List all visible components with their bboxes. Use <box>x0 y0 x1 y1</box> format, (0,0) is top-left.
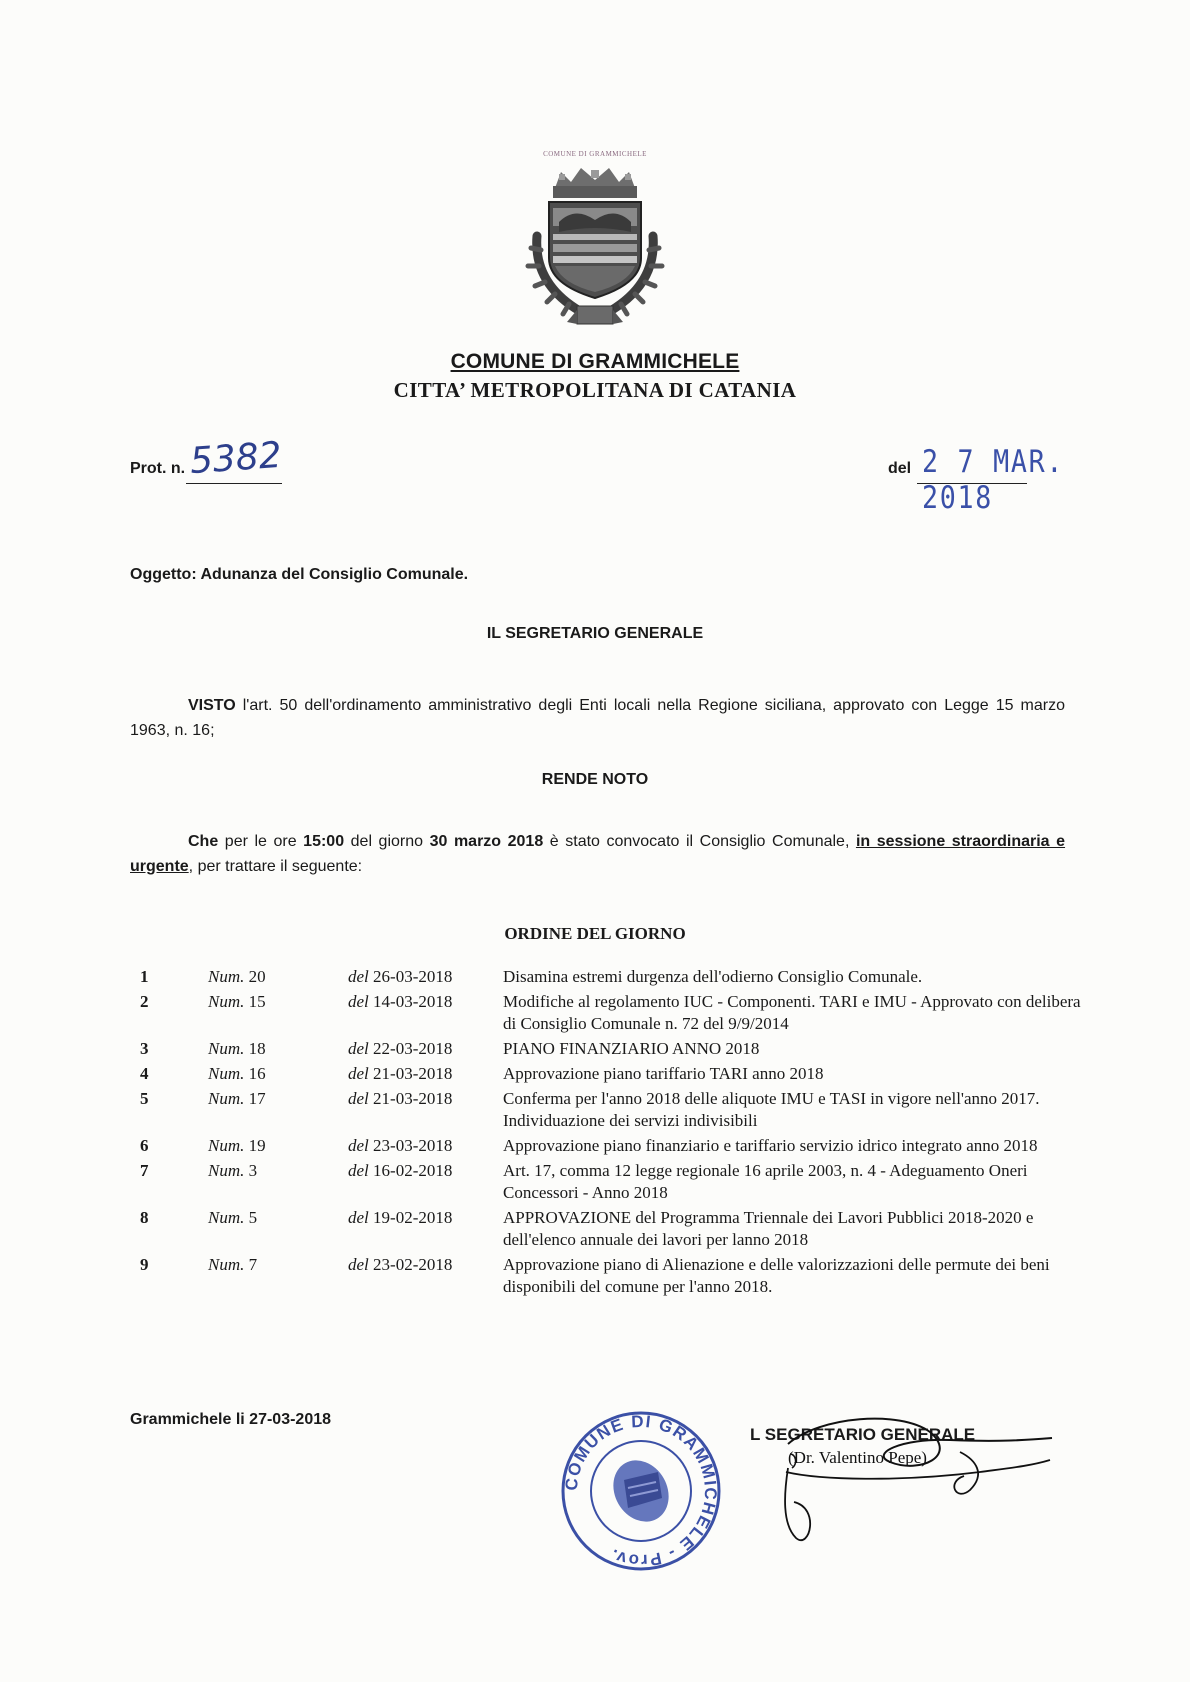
del-label: del <box>348 1255 369 1274</box>
oggetto-line: Oggetto: Adunanza del Consiglio Comunale. <box>130 566 469 583</box>
agenda-item-description: Approvazione piano tariffario TARI anno 2018 <box>503 1064 824 1083</box>
coat-of-arms-icon <box>515 166 675 332</box>
agenda-item-date <box>348 1088 503 1132</box>
agenda-item <box>140 1254 1100 1298</box>
num-label: Num. <box>208 967 245 986</box>
agenda-item-num <box>208 1038 348 1060</box>
agenda-list <box>140 966 1100 1301</box>
agenda-item-date <box>348 991 503 1035</box>
agenda-item-num <box>208 1160 348 1204</box>
del-label: del <box>348 967 369 986</box>
num-value: 15 <box>244 992 266 1011</box>
num-label: Num. <box>208 1255 245 1274</box>
agenda-item-date <box>348 1038 503 1060</box>
convocazione-paragraph <box>130 829 1065 879</box>
del-label: del <box>348 1089 369 1108</box>
prot-label: Prot. n. <box>130 460 186 477</box>
text-fragment: , per trattare il seguente: <box>188 858 363 875</box>
del-label: del <box>348 1161 369 1180</box>
municipal-seal-stamp <box>558 1408 724 1574</box>
agenda-item-date <box>348 1254 503 1298</box>
num-label: Num. <box>208 1064 245 1083</box>
num-value: 19 <box>244 1136 266 1155</box>
num-value: 16 <box>244 1064 266 1083</box>
agenda-item-num <box>208 1254 348 1298</box>
num-label: Num. <box>208 1089 245 1108</box>
agenda-item-description: Approvazione piano di Alienazione e delle valorizzazioni delle permute dei beni disponibili del comune per l'anno 2018. <box>503 1255 1050 1296</box>
date-value: 14-03-2018 <box>368 992 453 1011</box>
num-label: Num. <box>208 1208 245 1227</box>
text-fragment: del giorno <box>344 833 430 850</box>
date-value: 21-03-2018 <box>368 1089 453 1108</box>
del-label: del <box>348 1039 369 1058</box>
agenda-item-num <box>208 991 348 1035</box>
agenda-item <box>140 1088 1100 1132</box>
agenda-item-description: Conferma per l'anno 2018 delle aliquote IMU e TASI in vigore nell'anno 2017. Individuazione dei servizi indivisibili <box>503 1089 1040 1130</box>
agenda-item-number: 6 <box>140 1136 149 1155</box>
agenda-item-description: Art. 17, comma 12 legge regionale 16 aprile 2003, n. 4 - Adeguamento Oneri Concessori - Anno 2018 <box>503 1161 1028 1202</box>
signatory-title: L SEGRETARIO GENERALE <box>750 1425 976 1444</box>
agenda-item-description: Modifiche al regolamento IUC - Componenti. TARI e IMU - Approvato con delibera di Consiglio Comunale n. 72 del 9/9/2014 <box>503 992 1081 1033</box>
agenda-item-date <box>348 1207 503 1251</box>
agenda-item-description: Disamina estremi durgenza dell'odierno Consiglio Comunale. <box>503 967 923 986</box>
agenda-item-number: 4 <box>140 1064 149 1083</box>
prot-number-handwritten: 5382 <box>188 434 283 483</box>
date-value: 23-03-2018 <box>368 1136 453 1155</box>
del-label: del <box>888 460 912 477</box>
agenda-item-description: Approvazione piano finanziario e tariffario servizio idrico integrato anno 2018 <box>503 1136 1038 1155</box>
text-fragment: per le ore <box>218 833 304 850</box>
giorno: 30 marzo 2018 <box>429 833 544 850</box>
agenda-item-number: 1 <box>140 967 149 986</box>
visto-text: l'art. 50 dell'ordinamento amministrativo degli Enti locali nella Regione siciliana, approvato con Legge 15 marzo 1963, n. 16; <box>130 697 1065 739</box>
stamp-text: COMUNE DI GRAMMICHELE - Prov. <box>561 1411 721 1571</box>
num-label: Num. <box>208 1039 245 1058</box>
num-label: Num. <box>208 1136 245 1155</box>
agenda-item <box>140 1063 1100 1085</box>
del-label: del <box>348 1064 369 1083</box>
num-value: 7 <box>244 1255 258 1274</box>
date-value: 23-02-2018 <box>368 1255 453 1274</box>
num-value: 18 <box>244 1039 266 1058</box>
agenda-item-num <box>208 1207 348 1251</box>
agenda-item <box>140 1038 1100 1060</box>
num-value: 20 <box>244 967 266 986</box>
agenda-item-description: APPROVAZIONE del Programma Triennale dei Lavori Pubblici 2018-2020 e dell'elenco annuale dei lavori per lanno 2018 <box>503 1208 1034 1249</box>
signatory-name: (Dr. Valentino Pepe) <box>788 1448 927 1467</box>
agenda-item <box>140 1160 1100 1204</box>
num-value: 17 <box>244 1089 266 1108</box>
agenda-item-description: PIANO FINANZIARIO ANNO 2018 <box>503 1039 760 1058</box>
rende-noto-heading: RENDE NOTO <box>541 771 649 788</box>
date-value: 22-03-2018 <box>368 1039 453 1058</box>
agenda-item-date <box>348 1063 503 1085</box>
sessione: in sessione straordinaria e urgente <box>130 833 1066 875</box>
agenda-item-date <box>348 966 503 988</box>
agenda-item-number: 8 <box>140 1208 149 1227</box>
del-label: del <box>348 1208 369 1227</box>
agenda-item-number: 7 <box>140 1161 149 1180</box>
agenda-item <box>140 966 1100 988</box>
agenda-item-date <box>348 1135 503 1157</box>
num-label: Num. <box>208 1161 245 1180</box>
date-value: 19-02-2018 <box>368 1208 453 1227</box>
crest-caption: COMUNE DI GRAMMICHELE <box>543 150 647 158</box>
agenda-item-num <box>208 1135 348 1157</box>
handwritten-signature <box>780 1398 1060 1568</box>
place-date: Grammichele li 27-03-2018 <box>130 1411 332 1428</box>
agenda-item-num <box>208 1063 348 1085</box>
agenda-item-number: 2 <box>140 992 149 1011</box>
num-value: 5 <box>244 1208 258 1227</box>
agenda-item-number: 3 <box>140 1039 149 1058</box>
comune-title: COMUNE DI GRAMMICHELE <box>450 350 740 373</box>
date-value: 21-03-2018 <box>368 1064 453 1083</box>
agenda-item-number: 5 <box>140 1089 149 1108</box>
citta-title: CITTA’ METROPOLITANA DI CATANIA <box>393 378 797 402</box>
num-label: Num. <box>208 992 245 1011</box>
agenda-item-num <box>208 1088 348 1132</box>
agenda-item <box>140 1135 1100 1157</box>
che-word: Che <box>188 833 219 850</box>
visto-paragraph <box>130 693 1065 743</box>
agenda-item-number: 9 <box>140 1255 149 1274</box>
segretario-heading: IL SEGRETARIO GENERALE <box>486 625 704 642</box>
agenda-item <box>140 991 1100 1035</box>
prot-underline <box>186 483 282 484</box>
agenda-item <box>140 1207 1100 1251</box>
date-value: 26-03-2018 <box>368 967 453 986</box>
date-value: 16-02-2018 <box>368 1161 453 1180</box>
visto-bold: VISTO <box>188 697 236 714</box>
del-label: del <box>348 992 369 1011</box>
ordine-del-giorno-heading: ORDINE DEL GIORNO <box>504 924 686 943</box>
date-stamp: 2 7 MAR. 2018 <box>922 444 1065 516</box>
text-fragment: è stato convocato il Consiglio Comunale, <box>543 833 856 850</box>
num-value: 3 <box>244 1161 258 1180</box>
agenda-item-date <box>348 1160 503 1204</box>
agenda-item-num <box>208 966 348 988</box>
del-label: del <box>348 1136 369 1155</box>
ora: 15:00 <box>303 833 345 850</box>
